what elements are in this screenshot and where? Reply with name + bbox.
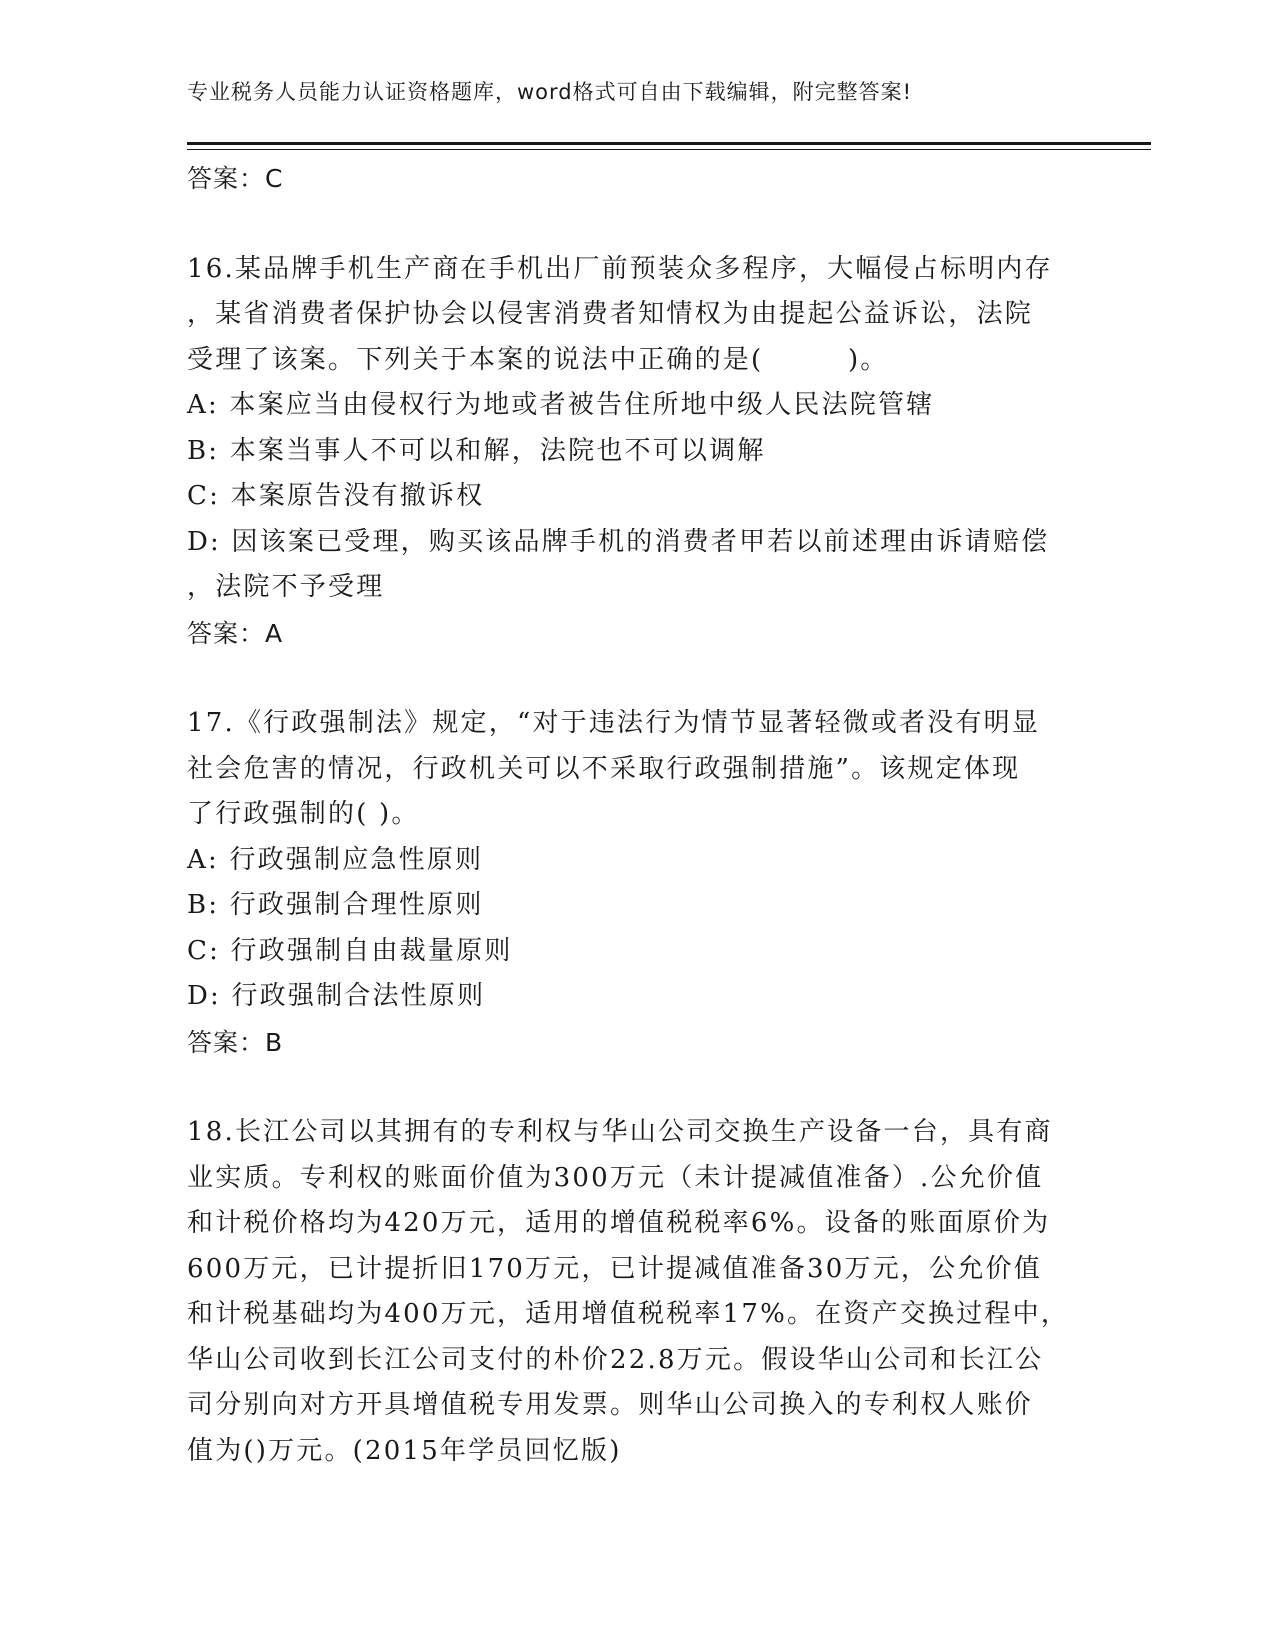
question-text-line: 值为()万元。(2015年学员回忆版): [187, 1435, 622, 1466]
question-text-line: 业实质。专利权的账面价值为300万元（未计提减值准备）.公允价值: [187, 1162, 1044, 1193]
question-text-line: 17.《行政强制法》规定，“对于违法行为情节显著轻微或者没有明显: [187, 708, 1041, 738]
question-text-line: 司分别向对方开具增值税专用发票。则华山公司换入的专利权人账价: [187, 1390, 1034, 1420]
question-text-line: 和计税价格均为420万元，适用的增值税税率6%。设备的账面原价为: [187, 1208, 1051, 1238]
answer: 答案：B: [187, 1027, 284, 1057]
option-b: B: 行政强制合理性原则: [187, 890, 484, 920]
option-d: D: 行政强制合法性原则: [187, 981, 486, 1011]
option-a: A: 本案应当由侵权行为地或者被告住所地中级人民法院管辖: [187, 390, 935, 420]
question-text-line: 18.长江公司以其拥有的专利权与华山公司交换生产设备一台，具有商: [187, 1117, 1053, 1147]
document-body: [187, 156, 1070, 1474]
option-a: A: 行政强制应急性原则: [187, 844, 484, 875]
question-17: [187, 701, 1067, 1065]
spacer: [187, 202, 1067, 247]
option-d-continued: ，法院不予受理: [187, 572, 385, 602]
question-text-line: 华山公司收到长江公司支付的朴价22.8万元。假设华山公司和长江公: [187, 1344, 1044, 1375]
question-16: [187, 247, 1067, 657]
question-18: [187, 1110, 1070, 1474]
question-text-line: 16.某品牌手机生产商在手机出厂前预装众多程序，大幅侵占标明内存: [187, 253, 1053, 284]
question-text-line: 和计税基础均为400万元，适用增值税税率17%。在资产交换过程中，: [187, 1299, 1070, 1329]
answer: 答案：A: [187, 618, 284, 648]
option-b: B: 本案当事人不可以和解，法院也不可以调解: [187, 435, 766, 466]
question-text-line: 600万元，已计提折旧170万元，已计提减值准备30万元，公允价值: [187, 1253, 1042, 1284]
header-rule-thick: [187, 142, 1151, 145]
question-text-line: 受理了该案。下列关于本案的说法中正确的是( )。: [187, 344, 889, 375]
spacer: [187, 656, 1067, 701]
question-text-line: 社会危害的情况，行政机关可以不采取行政强制措施”。该规定体现: [187, 753, 1021, 784]
question-text-line: ，某省消费者保护协会以侵害消费者知情权为由提起公益诉讼，法院: [187, 299, 1034, 329]
option-d: D: 因该案已受理，购买该品牌手机的消费者甲若以前述理由诉请赔偿: [187, 526, 1050, 557]
option-c: C: 行政强制自由裁量原则: [187, 935, 513, 966]
option-c: C: 本案原告没有撤诉权: [187, 481, 485, 511]
header-rule-thin: [187, 149, 1151, 150]
spacer: [187, 1065, 1067, 1110]
question-text-line: 了行政强制的( )。: [187, 799, 420, 829]
answer-previous: 答案：C: [187, 164, 284, 193]
page-header: 专业税务人员能力认证资格题库，word格式可自由下载编辑，附完整答案!: [187, 80, 913, 104]
